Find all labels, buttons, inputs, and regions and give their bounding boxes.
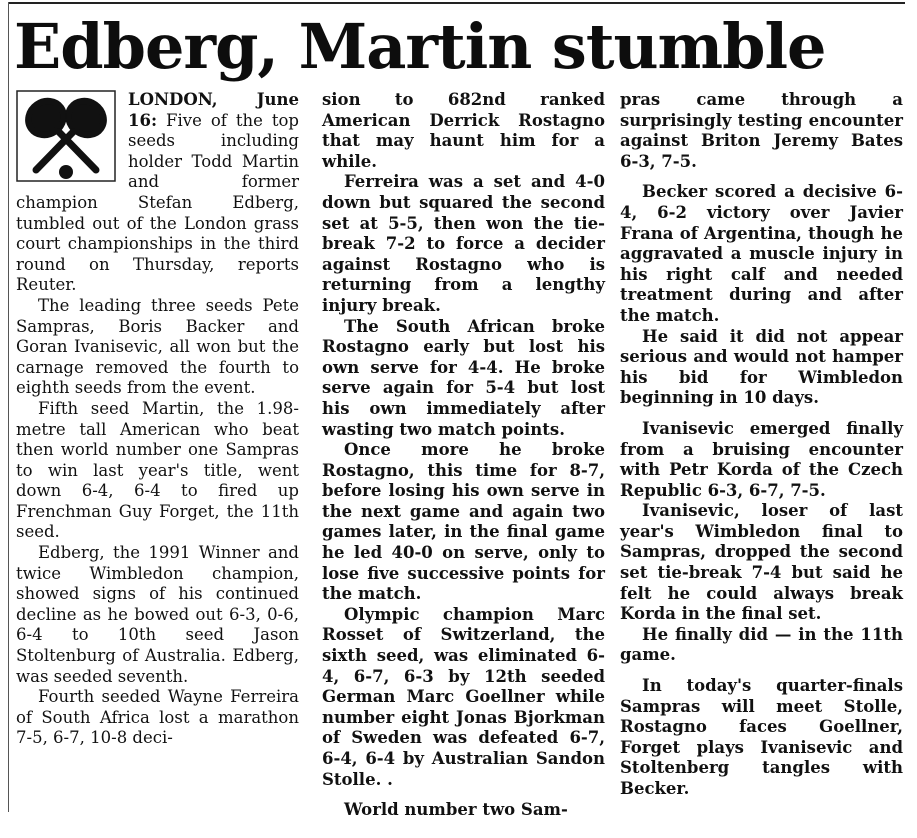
paragraph: Once more he broke Rostagno, this time for 8-7, before losing his own serve in the next game and again two games later, in the final game he led 40-0 on serve, only to lose five successive points for the match. <box>322 440 605 604</box>
article-column-3 <box>620 90 903 800</box>
paragraph: In today's quarter-finals Sampras will meet Stolle, Rostagno faces Goellner, Forget plays Ivanisevic and Stoltenberg tangles with Becker. <box>620 676 903 798</box>
article-column-2 <box>322 90 605 821</box>
paragraph: The leading three seeds Pete Sampras, Boris Backer and Goran Ivanisevic, all won but the carnage removed the fourth to eighth seeds from the event. <box>16 295 299 398</box>
article-column-1 <box>16 90 299 749</box>
paragraph: Fourth seeded Wayne Ferreira of South Africa lost a marathon 7-5, 6-7, 10-8 deci- <box>16 687 299 748</box>
crossed-tennis-rackets-icon <box>16 90 116 182</box>
headline: Edberg, Martin stumble <box>14 10 826 83</box>
paragraph: Becker scored a decisive 6-4, 6-2 victory over Javier Frana of Argentina, though he aggravated a muscle injury in his right calf and needed treatment during and after the match. <box>620 182 903 325</box>
paragraph: pras came through a surprisingly testing encounter against Briton Jeremy Bates 6-3, 7-5. <box>620 90 903 171</box>
paragraph: He said it did not appear serious and would not hamper his bid for Wimbledon beginning in 10 days. <box>620 326 903 408</box>
paragraph: Fifth seed Martin, the 1.98-metre tall American who beat then world number one Sampras to win last year's title, went down 6-4, 6-4 to fired up Frenchman Guy Forget, the 11th seed. <box>16 398 299 542</box>
paragraph: He finally did — in the 11th game. <box>620 624 903 665</box>
paragraph: Ivanisevic emerged finally from a bruising encounter with Petr Korda of the Czech Republic 6-3, 6-7, 7-5. <box>620 418 903 500</box>
paragraph: Ferreira was a set and 4-0 down but squared the second set at 5-5, then won the tie-break 7-2 to force a decider against Rostagno who is returning from a lengthy injury break. <box>322 172 605 315</box>
paragraph: sion to 682nd ranked American Derrick Rostagno that may haunt him for a while. <box>322 90 605 171</box>
paragraph: World number two Sam- <box>344 800 568 820</box>
left-rule <box>8 2 9 812</box>
paragraph: Edberg, the 1991 Winner and twice Wimbledon champion, showed signs of his continued decline as he bowed out 6-3, 0-6, 6-4 to 10th seed Jason Stoltenburg of Australia. Edberg, was seeded seventh. <box>16 543 299 686</box>
top-rule <box>8 2 905 4</box>
paragraph: The South African broke Rostagno early but lost his own serve for 4-4. He broke serve again for 5-4 but lost his own immediately after wasting two match points. <box>322 316 605 439</box>
paragraph: Five of the top seeds including holder Todd Martin and former champion Stefan Edberg, tumbled out of the London grass court championships in the third round on Thursday, reports Reuter. <box>16 110 299 295</box>
paragraph: Ivanisevic, loser of last year's Wimbledon final to Sampras, dropped the second set tie-break 7-4 but said he felt he could always break Korda in the final set. <box>620 501 903 624</box>
paragraph: Olympic champion Marc Rosset of Switzerland, the sixth seed, was eliminated 6-4, 6-7, 6-3 by 12th seeded German Marc Goellner while number eight Jonas Bjorkman of Sweden was defeated 6-7, 6-4, 6-4 by Australian Sandon Stolle. . <box>322 604 605 789</box>
dateline: LONDON, June 16: <box>128 90 299 130</box>
